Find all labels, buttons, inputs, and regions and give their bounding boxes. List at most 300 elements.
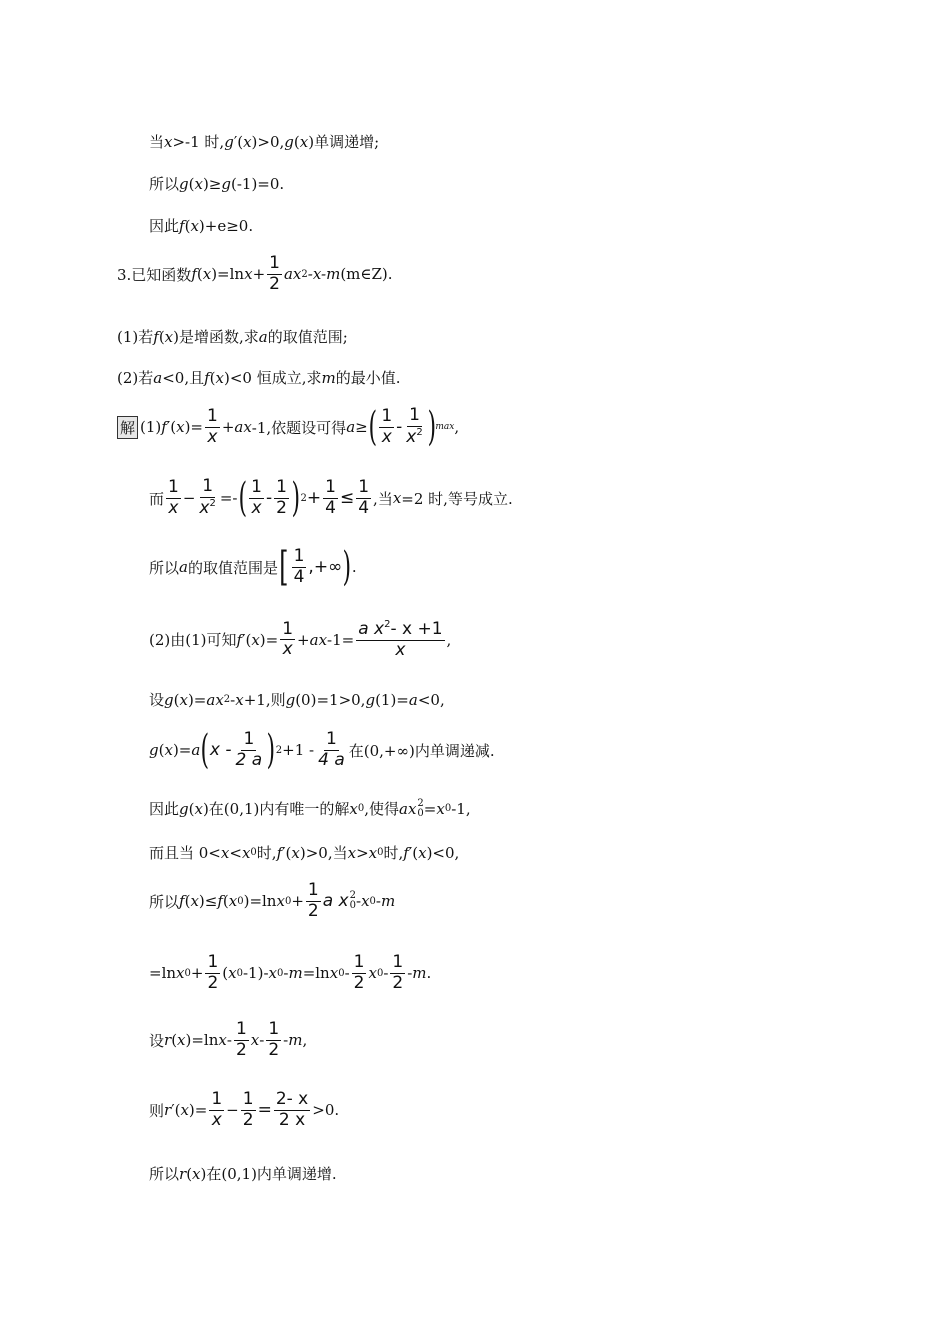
text: )=ln: [243, 892, 277, 911]
text: <0,且: [162, 369, 205, 387]
text: ′(: [242, 630, 252, 649]
solution-line-12: [149, 1091, 339, 1130]
right-paren: ): [291, 475, 301, 521]
text: 的最小值.: [335, 369, 401, 387]
numerator: 1: [307, 880, 319, 900]
right-paren: ): [266, 727, 276, 773]
text: (: [209, 368, 216, 387]
text: (1): [140, 418, 162, 436]
var: x: [349, 799, 358, 818]
text: )=: [184, 418, 203, 436]
text: (: [293, 132, 300, 151]
var: x: [418, 843, 427, 862]
part-1: [117, 326, 348, 347]
var: m: [288, 1031, 303, 1050]
solution-line-5: [149, 689, 445, 710]
text: −: [182, 489, 196, 507]
var: f: [191, 265, 197, 284]
var: g: [149, 741, 159, 759]
numerator: 1: [326, 728, 337, 749]
text: =-: [219, 489, 238, 507]
var: g: [224, 132, 234, 151]
solution-line-3: [149, 544, 357, 590]
denominator: x: [282, 639, 293, 660]
text: )=: [187, 690, 207, 709]
text: (: [188, 799, 195, 818]
numerator: 1: [202, 476, 214, 497]
numerator: a x: [358, 619, 385, 639]
text: (m∈Z).: [340, 265, 393, 284]
left-paren: (: [200, 727, 210, 773]
var: x: [177, 1031, 186, 1050]
var: x: [329, 964, 339, 983]
text: )在(0,1)内有唯一的解: [202, 800, 350, 818]
question-3: [117, 255, 393, 294]
denominator: x: [251, 497, 262, 518]
subscript: 0: [284, 895, 292, 907]
var: x: [220, 843, 230, 862]
denominator: 2: [235, 1039, 247, 1060]
text: 则: [149, 1101, 165, 1120]
solution-line-2: [149, 475, 513, 521]
text: ≥: [355, 418, 368, 436]
text: ,: [454, 418, 460, 436]
var: x: [180, 1101, 189, 1120]
text: 设: [149, 1031, 165, 1050]
exponent: 2: [301, 268, 308, 280]
text: )>0,当: [299, 844, 348, 862]
subscript: 0: [376, 967, 384, 979]
text: 所以: [149, 892, 180, 911]
text: +: [297, 630, 310, 649]
text: )>0,: [251, 132, 285, 151]
var: m: [321, 368, 336, 387]
fraction: [316, 728, 347, 770]
var: a: [191, 741, 201, 759]
solution-line-11: [149, 1021, 307, 1060]
text: 在(0,+∞)内单调递减.: [348, 741, 495, 760]
text: ′(: [282, 843, 292, 862]
var: g: [164, 690, 174, 709]
text: (: [188, 174, 195, 193]
text: -: [407, 964, 413, 983]
subscript: 0: [338, 967, 345, 979]
solution-line-6: [149, 727, 495, 773]
var: g: [365, 690, 376, 709]
var: g: [179, 799, 189, 818]
subscript: 0: [444, 803, 452, 814]
subscript: 0: [377, 847, 384, 858]
var: r: [179, 1164, 187, 1183]
text: (: [186, 1164, 193, 1183]
text: =: [257, 1100, 272, 1121]
var: f: [276, 843, 283, 862]
text: +: [221, 418, 235, 436]
exponent: 2: [275, 744, 283, 756]
text: ′(: [233, 132, 244, 151]
subscript: 0: [237, 895, 244, 907]
text: 所以: [149, 175, 180, 193]
denominator: 2: [307, 900, 319, 921]
text: ,: [446, 630, 452, 649]
denominator: 2: [268, 1039, 280, 1060]
text: ≤: [339, 488, 355, 508]
text: 因此: [149, 217, 180, 235]
fraction: [166, 476, 181, 518]
var: f: [217, 892, 223, 911]
var: m: [326, 265, 341, 284]
var: x: [251, 630, 260, 649]
text: 的取值范围;: [267, 328, 348, 346]
text: -1=: [327, 630, 355, 649]
text: )=: [172, 741, 192, 759]
var: f: [153, 327, 159, 346]
text: 的取值范围是: [187, 558, 278, 577]
text: -: [396, 417, 403, 437]
solution-line-10: [149, 954, 431, 993]
var: f: [179, 892, 185, 911]
text: )+e≥0.: [198, 216, 254, 235]
denominator: x: [406, 427, 417, 447]
exponent: 2: [349, 890, 356, 902]
text: 时,: [383, 844, 404, 862]
denominator: 4: [358, 497, 370, 518]
numerator: - x +1: [390, 619, 443, 639]
numerator: 1: [381, 405, 393, 426]
fraction: [306, 882, 321, 921]
text: ′(: [408, 843, 419, 862]
text: )≥: [202, 174, 222, 193]
fraction: [234, 1021, 249, 1060]
numerator: 1: [207, 952, 219, 972]
numerator: 1: [235, 1019, 247, 1039]
exponent: 2: [223, 694, 231, 705]
numerator: 1: [269, 253, 280, 273]
fraction: [241, 1091, 256, 1130]
var: a: [153, 368, 163, 387]
solution-line-4: [149, 620, 451, 660]
fraction: [390, 954, 405, 993]
fraction: [274, 476, 289, 518]
denominator: 4: [293, 566, 305, 587]
subscript: 0: [417, 807, 424, 819]
exponent: 2: [209, 498, 216, 509]
denominator: 2 x: [278, 1109, 306, 1130]
denominator: 2: [207, 972, 219, 993]
fraction: [209, 1091, 224, 1130]
solution-line-9: [149, 882, 395, 921]
numerator: 1: [211, 1089, 223, 1109]
var: f: [179, 216, 185, 235]
denominator: 2: [269, 273, 280, 294]
denominator: 2: [242, 1109, 254, 1130]
part-2: [117, 367, 401, 388]
text: )=ln: [211, 265, 245, 284]
text: ,+∞: [308, 557, 343, 577]
text: -: [259, 1031, 265, 1050]
var: x: [164, 741, 173, 759]
exponent: 2: [416, 427, 423, 438]
var: a: [258, 327, 268, 346]
text: 设: [149, 691, 165, 709]
numerator: 1: [358, 476, 370, 497]
numerator: 1: [206, 405, 218, 426]
text: 3.已知函数: [117, 265, 192, 284]
var: ax: [309, 630, 328, 649]
var: x: [299, 132, 309, 151]
denominator: 2: [392, 972, 404, 993]
text: =2 时,等号成立.: [401, 489, 513, 508]
right-paren: ): [342, 544, 352, 590]
var: x: [179, 690, 188, 709]
fraction: [266, 1021, 281, 1060]
text: =: [423, 799, 437, 818]
fraction: [352, 954, 367, 993]
var: a: [408, 690, 418, 709]
var: x: [164, 132, 173, 151]
numerator: 1: [242, 1089, 254, 1109]
var: -x-: [307, 265, 327, 284]
right-paren: ): [427, 404, 436, 450]
subscript: 0: [369, 895, 376, 907]
text: -: [226, 1031, 232, 1050]
numerator: 1: [268, 1019, 280, 1039]
text: )在(0,1)内单调递增.: [200, 1165, 337, 1183]
text: +1 -: [282, 741, 315, 759]
var: x: [250, 1031, 260, 1050]
text: 所以: [149, 1165, 180, 1183]
text: x -: [209, 740, 232, 760]
var: x: [164, 327, 174, 346]
var: x: [268, 964, 277, 983]
text: ,当: [373, 489, 393, 508]
subscript: 0: [349, 900, 356, 912]
var: x: [244, 265, 253, 284]
text: (2)由(1)可知: [149, 631, 237, 650]
var: x: [291, 843, 300, 862]
solution-line-13: [149, 1163, 337, 1184]
text: +: [190, 964, 204, 983]
numerator: 1: [282, 618, 294, 639]
fraction: [249, 476, 264, 518]
text: )<0,: [426, 843, 460, 862]
text: (1)若: [117, 328, 154, 346]
var: x: [276, 892, 285, 911]
text: (: [184, 216, 191, 235]
max-subscript: max: [435, 422, 455, 432]
var: x: [192, 1164, 201, 1183]
text: -: [383, 964, 389, 983]
denominator: 2: [353, 972, 365, 993]
text: −: [226, 1101, 239, 1120]
denominator: 4 a: [318, 749, 345, 770]
var: r: [164, 1101, 172, 1120]
subscript: 0: [277, 967, 284, 979]
text: )=: [259, 630, 279, 649]
numerator: 1: [392, 952, 404, 972]
numerator: 1: [251, 476, 262, 497]
var: x: [361, 892, 370, 911]
numerator: 1: [325, 476, 336, 497]
text-line-1: [149, 131, 379, 152]
text: -1,: [451, 799, 471, 818]
text: =ln: [302, 964, 330, 983]
var: x: [243, 132, 252, 151]
text: 时,: [256, 844, 277, 862]
var: f: [161, 418, 167, 436]
text: >0.: [312, 1101, 340, 1120]
text: (1)=: [375, 690, 409, 709]
var: r: [164, 1031, 172, 1050]
subscript: 0: [357, 803, 365, 814]
var: g: [284, 132, 294, 151]
var: a x: [322, 891, 349, 912]
fraction: [356, 476, 371, 518]
text: -: [283, 964, 289, 983]
text: +: [252, 265, 266, 284]
var: x: [176, 964, 185, 983]
var: m: [288, 964, 303, 983]
var: x: [436, 799, 445, 818]
text: +: [291, 892, 304, 911]
text: )<0 恒成立,求: [223, 369, 322, 387]
fraction: [356, 620, 444, 660]
text: -1,依题设可得: [251, 418, 347, 437]
numerator: 1: [353, 952, 365, 972]
text: -1)-: [242, 964, 269, 983]
text: -: [356, 892, 362, 911]
var: x: [368, 843, 378, 862]
var: g: [179, 174, 189, 193]
var: a: [346, 418, 356, 436]
var: ax: [234, 418, 252, 436]
var: ax: [206, 690, 224, 709]
text: -: [375, 892, 381, 911]
text: (: [158, 741, 165, 759]
fraction: [234, 728, 265, 770]
solution-line-1: [117, 404, 460, 450]
text: 所以: [149, 558, 180, 577]
text: (: [222, 892, 229, 911]
text: <0,: [417, 690, 445, 709]
fraction: [205, 405, 220, 447]
text: )≤: [198, 892, 218, 911]
text: =ln: [149, 964, 177, 983]
var: x: [228, 964, 237, 983]
var: f: [403, 843, 409, 862]
fraction: [379, 405, 394, 447]
var: ax: [283, 265, 302, 284]
fraction: [292, 545, 307, 587]
text: )=ln: [185, 1031, 219, 1050]
var: x: [392, 489, 402, 507]
denominator: x: [207, 426, 218, 447]
text: >-1 时,: [172, 133, 225, 151]
denominator: x: [395, 639, 406, 660]
text: (: [173, 690, 180, 709]
denominator: x: [199, 498, 210, 518]
text: .: [426, 964, 432, 983]
solution-line-7: [149, 798, 471, 819]
denominator: x: [168, 497, 179, 518]
var: x: [218, 1031, 227, 1050]
text: ′(: [171, 1101, 181, 1120]
text-line-2: [149, 173, 284, 194]
exponent: 2: [417, 797, 424, 809]
text: (: [158, 327, 165, 346]
fraction: [197, 478, 217, 518]
text: 因此: [149, 800, 180, 818]
subscript: 0: [184, 967, 191, 979]
denominator: x: [381, 426, 392, 447]
text: ,使得: [364, 800, 399, 818]
exponent: 2: [384, 619, 391, 630]
text: +1,则: [243, 691, 286, 709]
text: (2)若: [117, 369, 154, 387]
fraction: [267, 255, 282, 294]
subscript: 0: [250, 847, 257, 858]
text: 而且当 0<: [149, 844, 221, 862]
denominator: 2: [276, 497, 287, 518]
left-bracket: [: [279, 544, 289, 590]
denominator: x: [211, 1109, 222, 1130]
text: >: [356, 843, 369, 862]
var: x: [347, 843, 357, 862]
var: f: [236, 630, 243, 649]
var: g: [285, 690, 296, 709]
numerator: 1: [243, 728, 255, 749]
numerator: 1: [276, 476, 287, 497]
var: f: [204, 368, 210, 387]
text: +: [306, 488, 322, 508]
text: )单调递增;: [308, 133, 380, 151]
text: 当: [149, 133, 165, 151]
var: x: [190, 216, 199, 235]
text: -: [283, 1031, 289, 1050]
var: x: [235, 690, 244, 709]
solution-line-8: [149, 842, 459, 863]
text: -: [344, 964, 350, 983]
var: g: [221, 174, 231, 193]
var: m: [381, 892, 396, 911]
text: <: [229, 843, 242, 862]
fraction: [404, 407, 424, 447]
var: x: [176, 418, 185, 436]
text: ′(: [166, 418, 177, 436]
var: x: [215, 368, 224, 387]
left-paren: (: [368, 404, 377, 450]
fraction: [323, 476, 338, 518]
var: m: [412, 964, 427, 983]
numerator: 2- x: [275, 1089, 309, 1109]
text: (: [222, 964, 229, 983]
fraction: [205, 954, 220, 993]
text: 而: [149, 489, 165, 508]
text: (: [184, 892, 191, 911]
text: (: [171, 1031, 178, 1050]
var: x: [228, 892, 238, 911]
var: x: [241, 843, 251, 862]
subscript: 0: [236, 967, 243, 979]
fraction: [274, 1091, 310, 1130]
solution-label: 解: [117, 416, 138, 439]
var: x: [194, 174, 203, 193]
text: ,: [302, 1031, 308, 1050]
text: (0)=1>0,: [295, 690, 366, 709]
var: x: [368, 964, 377, 983]
var: ax: [399, 799, 417, 818]
numerator: 1: [293, 545, 305, 566]
